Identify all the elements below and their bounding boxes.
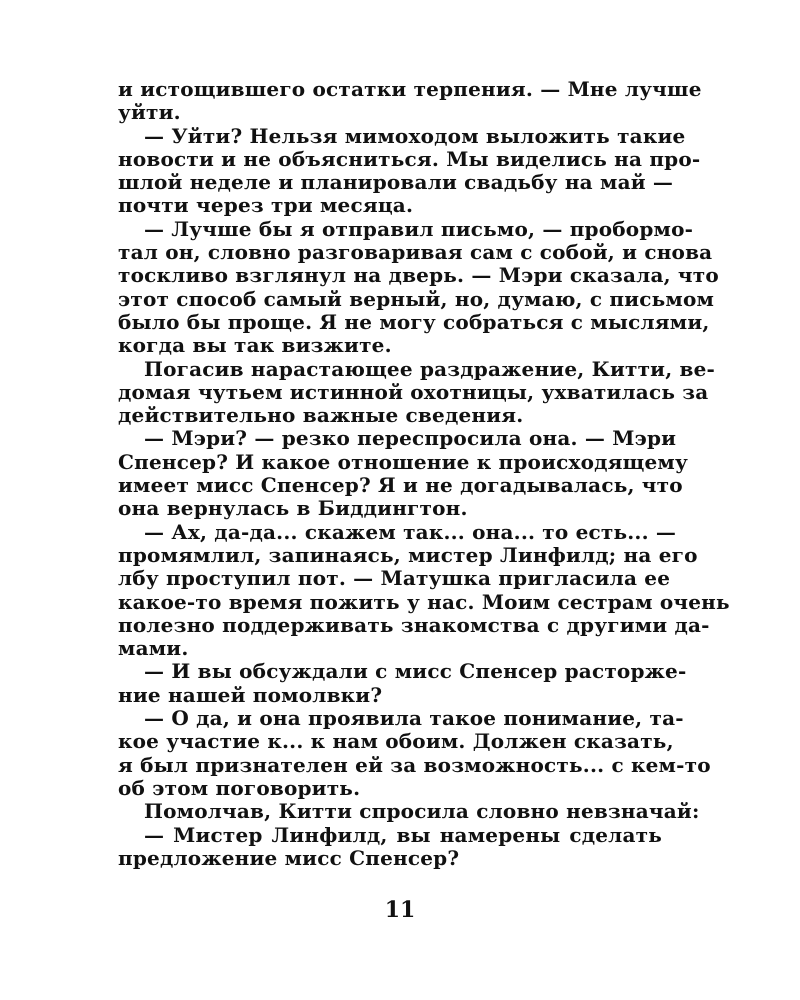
text-line: Помолчав, Китти спросила словно невзначай: [144,799,700,824]
text-line: мами. [118,636,189,661]
text-line: какое-то время пожить у нас. Моим сестрам очень [118,589,730,614]
text-line: шлой неделе и планировали свадьбу на май — [118,170,674,195]
text-line: промямлил, запинаясь, мистер Линфилд; на его [118,542,698,567]
text-line: Спенсер? И какое отношение к происходящему [118,449,689,474]
text-line: и истощившего остатки терпения. — Мне лучше [118,77,702,101]
body-text [118,77,730,870]
text-line: кое участие к... к нам обоим. Должен сказать, [118,729,674,754]
text-line: тал он, словно разговаривая сам с собой, и снова [118,240,713,265]
text-line: имеет мисс Спенсер? Я и не догадывалась, что [118,473,683,498]
text-line: — Уйти? Нельзя мимоходом выложить такие [144,123,686,148]
text-line: этот способ самый верный, но, думаю, с письмом [118,286,715,311]
text-line: лбу проступил пот. — Матушка пригласила ее [118,566,671,591]
text-line: полезно поддерживать знакомства с другими да- [118,612,710,637]
text-line: предложение мисс Спенсер? [118,845,460,870]
text-line: домая чутьем истинной охотницы, ухватилась за [118,379,709,404]
text-line: новости и не объясниться. Мы виделись на про- [118,146,701,171]
text-line: Погасив нарастающее раздражение, Китти, ве- [144,356,716,381]
text-line: я был признателен ей за возможность... с кем-то [118,752,711,777]
text-line: было бы проще. Я не могу собраться с мыслями, [118,309,710,334]
text-line: когда вы так визжите. [118,333,392,358]
text-line: — Ах, да-да... скажем так... она... то есть... — [144,519,677,544]
text-line: тоскливо взглянул на дверь. — Мэри сказала, что [118,263,719,288]
text-line: — Мэри? — резко переспросила она. — Мэри [144,426,677,451]
page-number: 11 [384,897,416,923]
text-line: почти через три месяца. [118,193,414,218]
text-line: — Лучше бы я отправил письмо, — пробормо- [144,216,694,241]
text-line: действительно важные сведения. [118,403,524,428]
text-line: ние нашей помолвки? [118,682,383,707]
text-line: об этом поговорить. [118,775,361,800]
text-line: она вернулась в Биддингтон. [118,496,468,521]
text-line: — О да, и она проявила такое понимание, та- [144,706,684,731]
text-line: уйти. [118,100,181,125]
text-line: — Мистер Линфилд, вы намерены сделать [144,822,662,847]
text-line: — И вы обсуждали с мисс Спенсер расторже- [144,659,687,684]
